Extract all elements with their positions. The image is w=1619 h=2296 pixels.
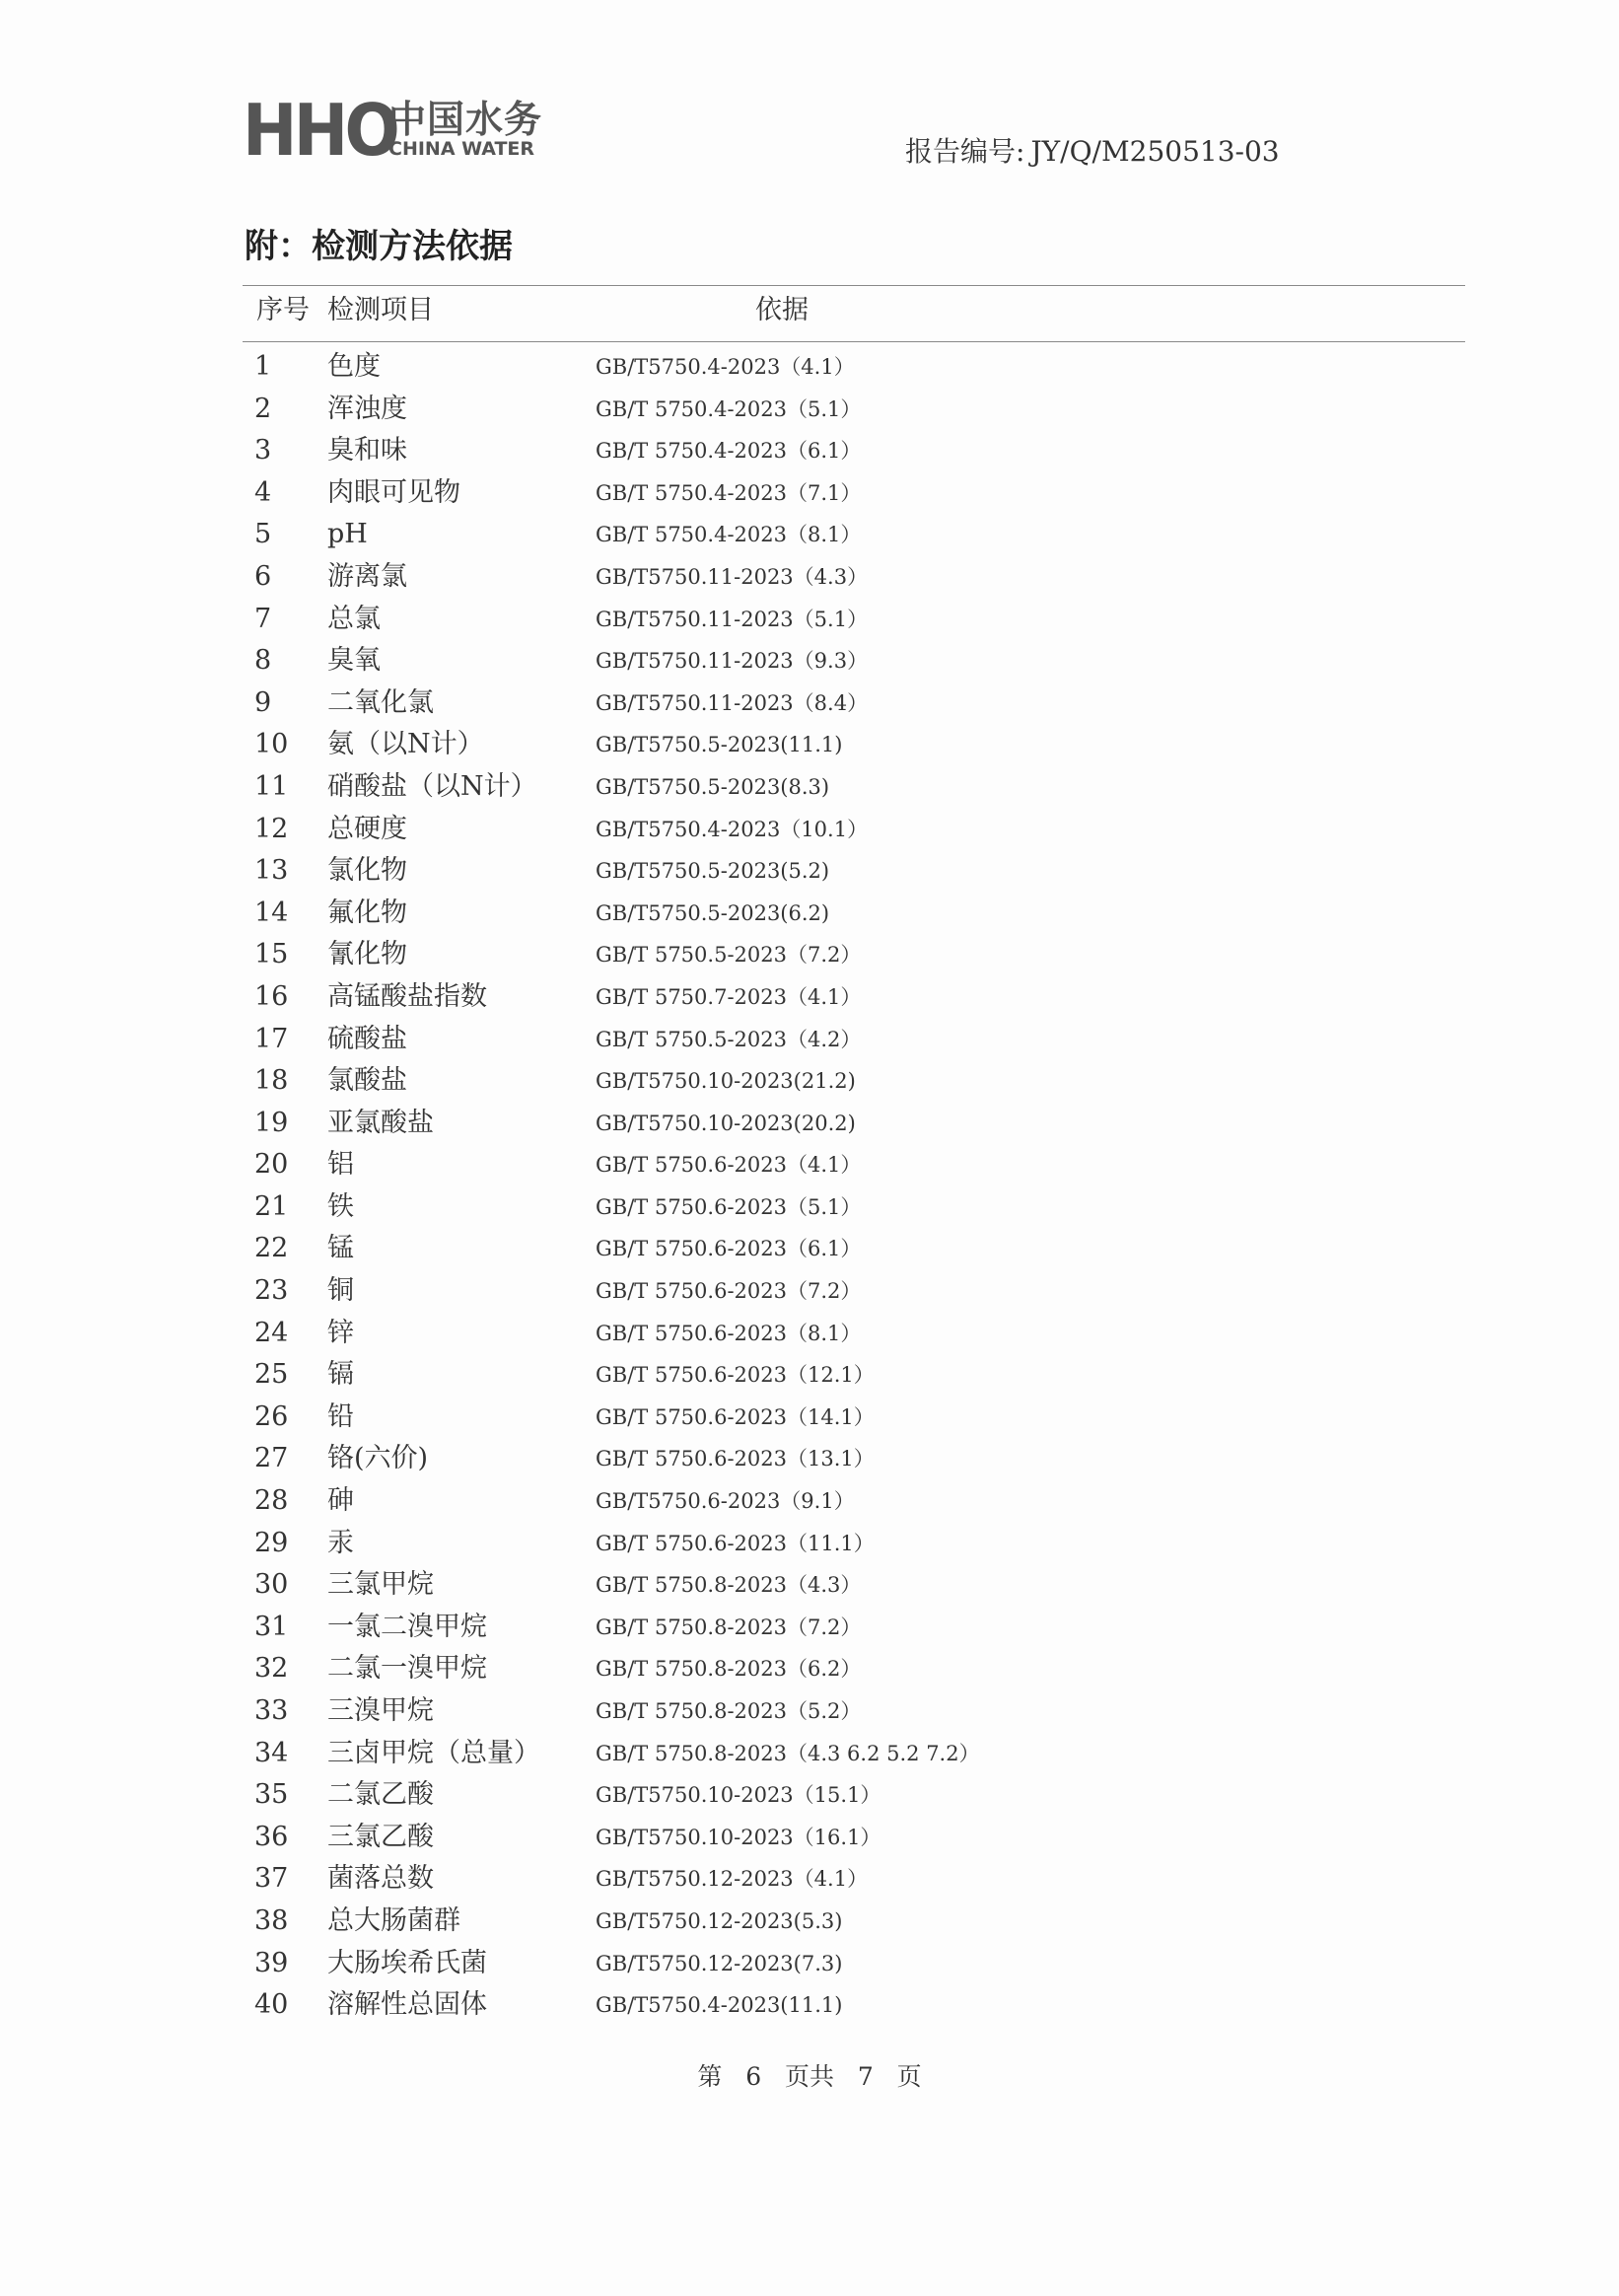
row-number: 32 [254, 1653, 289, 1685]
row-method-basis: GB/T 5750.5-2023（7.2） [596, 943, 862, 968]
row-test-item: 总大肠菌群 [327, 1904, 460, 1936]
table-row [0, 809, 1619, 851]
row-method-basis: GB/T 5750.4-2023（5.1） [596, 396, 862, 421]
row-test-item: 硝酸盐（以N计） [327, 770, 537, 802]
row-method-basis: GB/T 5750.6-2023（12.1） [596, 1363, 875, 1388]
row-number: 26 [254, 1400, 289, 1432]
row-test-item: pH [327, 519, 368, 550]
method-table-body [0, 346, 1619, 2027]
row-number: 37 [254, 1863, 289, 1895]
row-test-item: 铜 [327, 1275, 354, 1307]
row-test-item: 镉 [327, 1359, 354, 1391]
column-header-no: 序号 [256, 295, 310, 325]
table-row [0, 1313, 1619, 1355]
row-test-item: 一氯二溴甲烷 [327, 1611, 487, 1642]
row-test-item: 臭氧 [327, 645, 381, 677]
table-row [0, 1228, 1619, 1270]
table-row [0, 599, 1619, 641]
table-row [0, 1270, 1619, 1313]
row-number: 21 [254, 1190, 289, 1222]
row-test-item: 铝 [327, 1149, 354, 1181]
row-number: 33 [254, 1695, 289, 1726]
column-header-basis: 依据 [755, 295, 809, 325]
row-method-basis: GB/T 5750.4-2023（6.1） [596, 439, 862, 464]
row-number: 6 [254, 560, 272, 592]
logo-mark: HHO [243, 89, 397, 172]
row-number: 29 [254, 1527, 289, 1558]
table-row [0, 976, 1619, 1019]
row-number: 31 [254, 1611, 289, 1642]
row-test-item: 高锰酸盐指数 [327, 980, 487, 1012]
row-test-item: 总氯 [327, 603, 381, 634]
table-row [0, 682, 1619, 725]
row-number: 8 [254, 645, 272, 677]
row-method-basis: GB/T 5750.6-2023（8.1） [596, 1321, 862, 1345]
row-method-basis: GB/T 5750.8-2023（7.2） [596, 1614, 862, 1639]
row-number: 15 [254, 939, 289, 970]
table-row [0, 1103, 1619, 1145]
row-test-item: 二氯一溴甲烷 [327, 1653, 487, 1685]
row-method-basis: GB/T5750.5-2023(8.3) [596, 774, 830, 799]
table-row [0, 1858, 1619, 1901]
row-method-basis: GB/T 5750.6-2023（13.1） [596, 1447, 875, 1471]
row-test-item: 氯化物 [327, 855, 407, 887]
footer-total: 7 [857, 2062, 874, 2091]
row-test-item: 汞 [327, 1527, 354, 1558]
row-method-basis: GB/T5750.10-2023（15.1） [596, 1783, 881, 1808]
table-row [0, 1480, 1619, 1523]
row-method-basis: GB/T5750.12-2023（4.1） [596, 1867, 869, 1892]
table-row [0, 1564, 1619, 1607]
row-method-basis: GB/T5750.5-2023(11.1) [596, 733, 843, 757]
table-top-rule [243, 285, 1465, 286]
row-number: 18 [254, 1065, 289, 1097]
row-test-item: 硫酸盐 [327, 1023, 407, 1054]
table-row [0, 1523, 1619, 1565]
row-number: 27 [254, 1443, 289, 1474]
row-number: 39 [254, 1947, 289, 1978]
row-number: 1 [254, 351, 272, 382]
logo-english-name: CHINA WATER [388, 137, 535, 160]
row-method-basis: GB/T 5750.8-2023（6.2） [596, 1657, 862, 1682]
row-method-basis: GB/T5750.5-2023(5.2) [596, 859, 830, 884]
row-test-item: 氨（以N计） [327, 729, 484, 760]
row-test-item: 肉眼可见物 [327, 476, 460, 508]
page-title: 附：检测方法依据 [245, 227, 513, 266]
row-number: 12 [254, 813, 289, 844]
row-test-item: 大肠埃希氏菌 [327, 1947, 487, 1978]
table-row [0, 472, 1619, 515]
row-method-basis: GB/T 5750.8-2023（5.2） [596, 1699, 862, 1723]
row-test-item: 总硬度 [327, 813, 407, 844]
row-test-item: 砷 [327, 1485, 354, 1517]
table-row [0, 893, 1619, 935]
logo-chinese-name: 中国水务 [388, 97, 543, 141]
table-row [0, 430, 1619, 472]
table-row [0, 724, 1619, 766]
row-method-basis: GB/T5750.10-2023(21.2) [596, 1069, 856, 1094]
table-row [0, 1984, 1619, 2027]
table-row [0, 1690, 1619, 1733]
row-method-basis: GB/T 5750.8-2023（4.3 6.2 5.2 7.2） [596, 1741, 980, 1765]
report-number [905, 130, 1280, 170]
row-method-basis: GB/T5750.4-2023(11.1) [596, 1993, 843, 2018]
row-test-item: 三氯乙酸 [327, 1821, 434, 1852]
row-test-item: 氰化物 [327, 939, 407, 970]
row-number: 16 [254, 980, 289, 1012]
row-number: 25 [254, 1359, 289, 1391]
row-test-item: 三氯甲烷 [327, 1569, 434, 1601]
table-row [0, 766, 1619, 809]
row-method-basis: GB/T5750.6-2023（9.1） [596, 1489, 855, 1514]
row-method-basis: GB/T 5750.6-2023（7.2） [596, 1279, 862, 1304]
table-row [0, 640, 1619, 682]
row-method-basis: GB/T5750.10-2023(20.2) [596, 1111, 856, 1135]
row-test-item: 三卤甲烷（总量） [327, 1737, 540, 1768]
row-number: 28 [254, 1485, 289, 1517]
table-row [0, 1817, 1619, 1859]
table-row [0, 1144, 1619, 1186]
report-number-value: JY/Q/M250513-03 [1030, 135, 1280, 168]
row-method-basis: GB/T 5750.6-2023（11.1） [596, 1531, 875, 1555]
footer-prefix: 第 [697, 2062, 723, 2091]
row-number: 3 [254, 435, 272, 466]
row-test-item: 二氯乙酸 [327, 1779, 434, 1811]
row-number: 40 [254, 1989, 289, 2021]
row-test-item: 臭和味 [327, 435, 407, 466]
row-number: 5 [254, 519, 272, 550]
row-method-basis: GB/T5750.11-2023（4.3） [596, 564, 869, 589]
row-number: 10 [254, 729, 289, 760]
row-method-basis: GB/T 5750.6-2023（6.1） [596, 1237, 862, 1261]
row-number: 17 [254, 1023, 289, 1054]
row-test-item: 氯酸盐 [327, 1065, 407, 1097]
row-method-basis: GB/T5750.4-2023（4.1） [596, 355, 855, 379]
row-test-item: 菌落总数 [327, 1863, 434, 1895]
row-test-item: 铅 [327, 1400, 354, 1432]
row-test-item: 三溴甲烷 [327, 1695, 434, 1726]
table-row [0, 1060, 1619, 1103]
row-method-basis: GB/T5750.11-2023（5.1） [596, 607, 869, 631]
table-row [0, 1607, 1619, 1649]
row-number: 24 [254, 1317, 289, 1348]
row-method-basis: GB/T5750.5-2023(6.2) [596, 900, 830, 925]
row-method-basis: GB/T5750.11-2023（9.3） [596, 649, 869, 674]
row-test-item: 浑浊度 [327, 393, 407, 424]
table-row [0, 1648, 1619, 1690]
row-test-item: 铁 [327, 1190, 354, 1222]
row-test-item: 铬(六价) [327, 1443, 429, 1474]
column-header-item: 检测项目 [327, 295, 434, 325]
row-number: 2 [254, 393, 272, 424]
row-method-basis: GB/T 5750.6-2023（5.1） [596, 1194, 862, 1219]
footer-page: 6 [745, 2062, 762, 2091]
table-row [0, 1354, 1619, 1397]
table-row [0, 1733, 1619, 1775]
row-method-basis: GB/T5750.4-2023（10.1） [596, 817, 869, 841]
row-method-basis: GB/T 5750.6-2023（14.1） [596, 1404, 875, 1429]
row-method-basis: GB/T 5750.6-2023（4.1） [596, 1153, 862, 1178]
table-row [0, 1397, 1619, 1439]
row-test-item: 游离氯 [327, 560, 407, 592]
row-number: 13 [254, 855, 289, 887]
footer-middle: 页共 [784, 2062, 834, 2091]
table-row [0, 389, 1619, 431]
page-footer [0, 2057, 1619, 2093]
row-test-item: 亚氯酸盐 [327, 1107, 434, 1138]
report-number-label: 报告编号: [905, 135, 1025, 168]
table-row [0, 1774, 1619, 1817]
table-row [0, 514, 1619, 556]
table-row [0, 1438, 1619, 1480]
row-number: 35 [254, 1779, 289, 1811]
row-method-basis: GB/T5750.11-2023（8.4） [596, 690, 869, 715]
table-row [0, 850, 1619, 893]
row-test-item: 二氧化氯 [327, 686, 434, 718]
row-method-basis: GB/T5750.12-2023(7.3) [596, 1951, 843, 1975]
row-number: 4 [254, 476, 272, 508]
row-number: 38 [254, 1904, 289, 1936]
table-row [0, 1901, 1619, 1943]
row-number: 11 [254, 770, 289, 802]
row-number: 9 [254, 686, 272, 718]
table-row [0, 1943, 1619, 1985]
row-number: 14 [254, 897, 289, 928]
row-number: 30 [254, 1569, 289, 1601]
table-row [0, 934, 1619, 976]
row-method-basis: GB/T 5750.4-2023（7.1） [596, 480, 862, 505]
row-number: 19 [254, 1107, 289, 1138]
row-test-item: 溶解性总固体 [327, 1989, 487, 2021]
row-number: 7 [254, 603, 272, 634]
row-method-basis: GB/T 5750.7-2023（4.1） [596, 984, 862, 1009]
row-method-basis: GB/T5750.12-2023(5.3) [596, 1908, 843, 1933]
row-number: 20 [254, 1149, 289, 1181]
row-test-item: 氟化物 [327, 897, 407, 928]
logo-text [388, 97, 543, 161]
row-number: 34 [254, 1737, 289, 1768]
row-number: 36 [254, 1821, 289, 1852]
table-row [0, 1186, 1619, 1229]
company-logo [243, 89, 543, 172]
row-method-basis: GB/T5750.10-2023（16.1） [596, 1825, 881, 1849]
row-number: 22 [254, 1233, 289, 1264]
table-row [0, 1019, 1619, 1061]
table-header-rule [243, 341, 1465, 342]
table-row [0, 346, 1619, 389]
row-test-item: 锌 [327, 1317, 354, 1348]
row-test-item: 锰 [327, 1233, 354, 1264]
row-method-basis: GB/T 5750.5-2023（4.2） [596, 1027, 862, 1051]
table-row [0, 556, 1619, 599]
row-method-basis: GB/T 5750.8-2023（4.3） [596, 1573, 862, 1598]
footer-suffix: 页 [896, 2062, 922, 2091]
row-test-item: 色度 [327, 351, 381, 382]
row-method-basis: GB/T 5750.4-2023（8.1） [596, 523, 862, 547]
row-number: 23 [254, 1275, 289, 1307]
